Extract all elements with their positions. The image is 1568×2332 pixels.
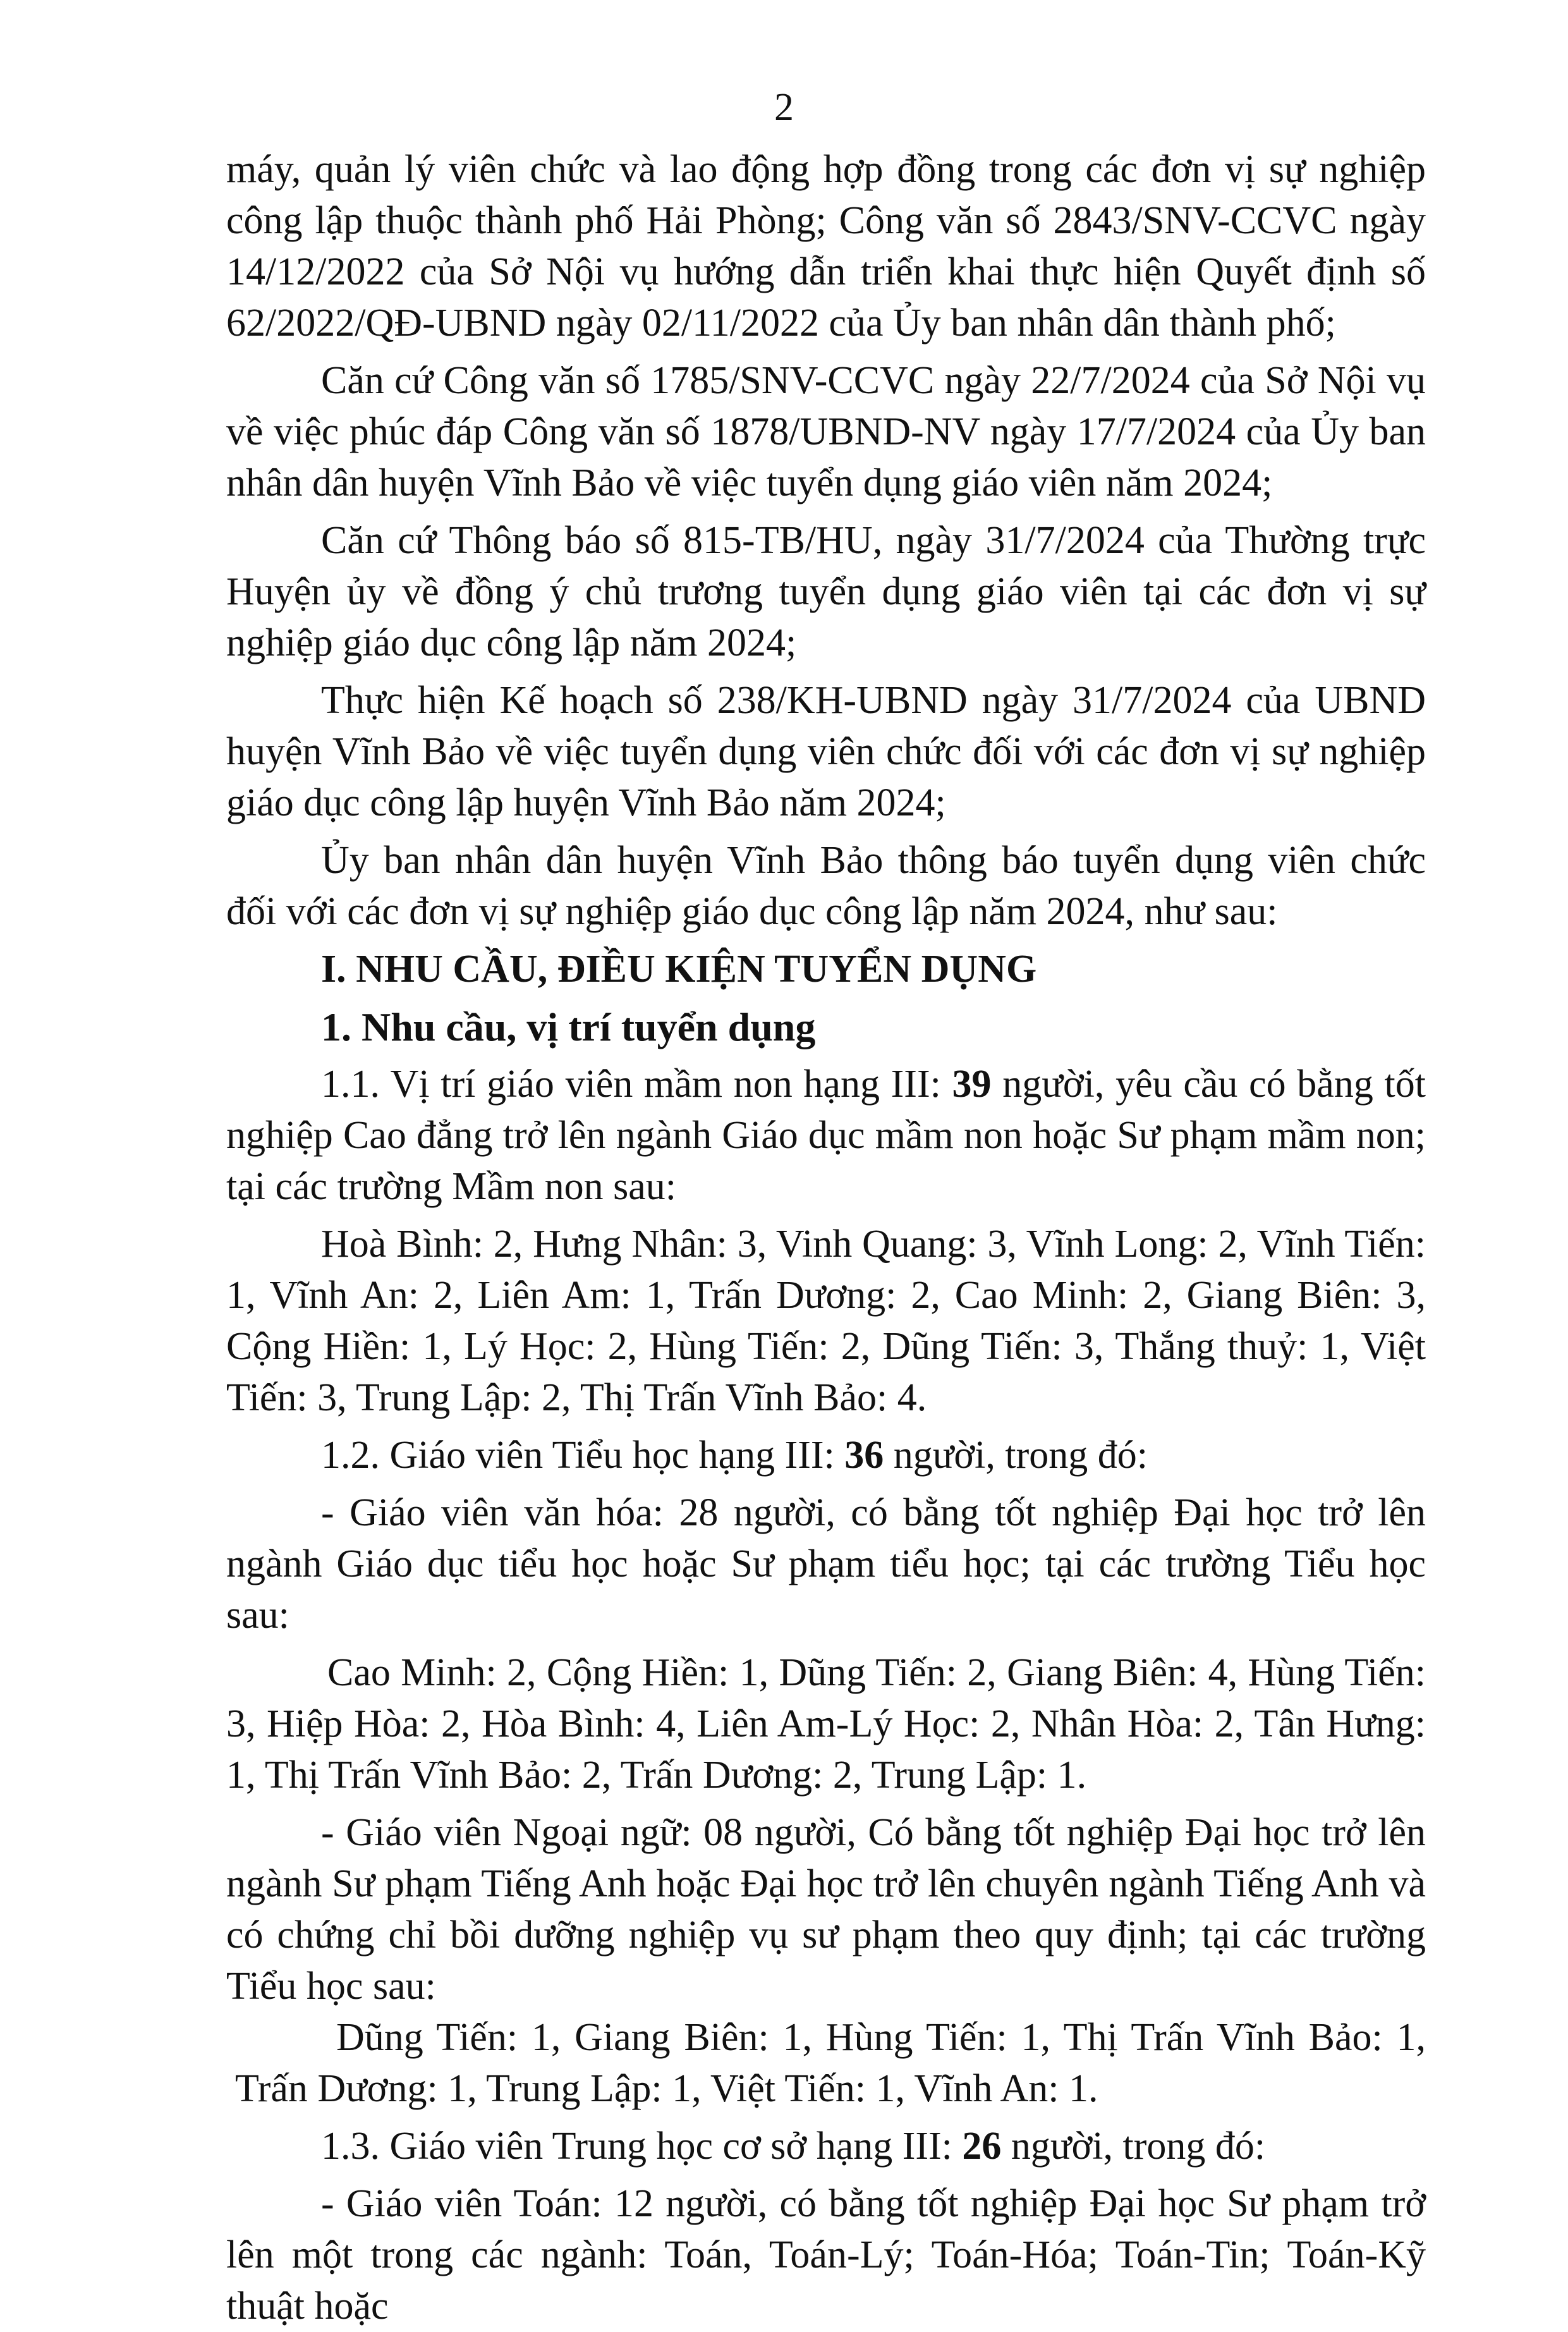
item-1-2-foreign-language-teachers: - Giáo viên Ngoại ngữ: 08 người, Có bằng tốt nghiệp Đại học trở lên ngành Sư phạm Tiếng Anh hoặc Đại học trở lên chuyên ngành Tiếng Anh và có chứng chỉ bồi dưỡng nghiệp vụ sư phạm theo quy định; tại các trường Tiểu học sau: [226, 1811, 1426, 2008]
paragraph-ke-hoach-238: Thực hiện Kế hoạch số 238/KH-UBND ngày 31/7/2024 của UBND huyện Vĩnh Bảo về việc tuyển dụng viên chức đối với các đơn vị sự nghiệp giáo dục công lập huyện Vĩnh Bảo năm 2024; [226, 679, 1426, 824]
item-1-2-general-teachers: - Giáo viên văn hóa: 28 người, có bằng tốt nghiệp Đại học trở lên ngành Giáo dục tiểu học hoặc Sư phạm tiểu học; tại các trường Tiểu học sau: [226, 1491, 1426, 1637]
paragraph-cong-van-1785: Căn cứ Công văn số 1785/SNV-CCVC ngày 22/7/2024 của Sở Nội vụ về việc phúc đáp Công văn số 1878/UBND-NV ngày 17/7/2024 của Ủy ban nhân dân huyện Vĩnh Bảo về việc tuyển dụng giáo viên năm 2024; [226, 359, 1426, 504]
item-1-3-math-teachers: - Giáo viên Toán: 12 người, có bằng tốt nghiệp Đại học Sư phạm trở lên một trong các ngành: Toán, Toán-Lý; Toán-Hóa; Toán-Tin; Toán-Kỹ thuật hoặc [226, 2182, 1426, 2328]
item-1-1-prefix: 1.1. Vị trí giáo viên mầm non hạng III: [321, 1063, 952, 1106]
paragraph-announcement: Ủy ban nhân dân huyện Vĩnh Bảo thông báo tuyển dụng viên chức đối với các đơn vị sự nghiệp giáo dục công lập năm 2024, như sau: [226, 839, 1426, 933]
document-body [226, 144, 1426, 2332]
item-1-1 [226, 1059, 1426, 1212]
item-1-1-suffix: người, yêu cầu có bằng tốt nghiệp Cao đẳng trở lên ngành Giáo dục mầm non hoặc Sư phạm mầm non; tại các trường Mầm non sau: [226, 1063, 1426, 1208]
item-1-2-prefix: 1.2. Giáo viên Tiểu học hạng III: [321, 1434, 845, 1477]
item-1-3-prefix: 1.3. Giáo viên Trung học cơ sở hạng III: [321, 2125, 963, 2168]
item-1-3-suffix: người, trong đó: [1001, 2125, 1266, 2168]
paragraph-legal-basis-continued: máy, quản lý viên chức và lao động hợp đồng trong các đơn vị sự nghiệp công lập thuộc thành phố Hải Phòng; Công văn số 2843/SNV-CCVC ngày 14/12/2022 của Sở Nội vụ hướng dẫn triển khai thực hiện Quyết định số 62/2022/QĐ-UBND ngày 02/11/2022 của Ủy ban nhân dân thành phố; [226, 148, 1426, 345]
subsection-heading-1: 1. Nhu cầu, vị trí tuyển dụng [321, 1004, 816, 1049]
section-heading-1: I. NHU CẦU, ĐIỀU KIỆN TUYỂN DỤNG [321, 948, 1037, 991]
item-1-3 [226, 2121, 1426, 2172]
page-number: 2 [774, 86, 794, 129]
item-1-2-count: 36 [844, 1434, 884, 1477]
item-1-2-suffix: người, trong đó: [884, 1434, 1148, 1477]
list-kindergarten-schools: Hoà Bình: 2, Hưng Nhân: 3, Vinh Quang: 3, Vĩnh Long: 2, Vĩnh Tiến: 1, Vĩnh An: 2, Liên Am: 1, Trấn Dương: 2, Cao Minh: 2, Giang Biên: 3, Cộng Hiền: 1, Lý Học: 2, Hùng Tiến: 2, Dũng Tiến: 3, Thắng thuỷ: 1, Việt Tiến: 3, Trung Lập: 2, Thị Trấn Vĩnh Bảo: 4. [226, 1223, 1426, 1419]
item-1-3-count: 26 [962, 2125, 1002, 2168]
item-1-2 [226, 1430, 1426, 1481]
list-primary-general-schools: Cao Minh: 2, Cộng Hiền: 1, Dũng Tiến: 2, Giang Biên: 4, Hùng Tiến: 3, Hiệp Hòa: 2, Hòa Bình: 4, Liên Am-Lý Học: 2, Nhân Hòa: 2, Tân Hưng: 1, Thị Trấn Vĩnh Bảo: 2, Trấn Dương: 2, Trung Lập: 1. [226, 1651, 1426, 1797]
paragraph-thong-bao-815: Căn cứ Thông báo số 815-TB/HU, ngày 31/7/2024 của Thường trực Huyện ủy về đồng ý chủ trương tuyển dụng giáo viên tại các đơn vị sự nghiệp giáo dục công lập năm 2024; [226, 519, 1426, 664]
list-primary-language-schools: Dũng Tiến: 1, Giang Biên: 1, Hùng Tiến: 1, Thị Trấn Vĩnh Bảo: 1, Trấn Dương: 1, Trung Lập: 1, Việt Tiến: 1, Vĩnh An: 1. [235, 2016, 1426, 2110]
item-1-1-count: 39 [952, 1063, 992, 1106]
